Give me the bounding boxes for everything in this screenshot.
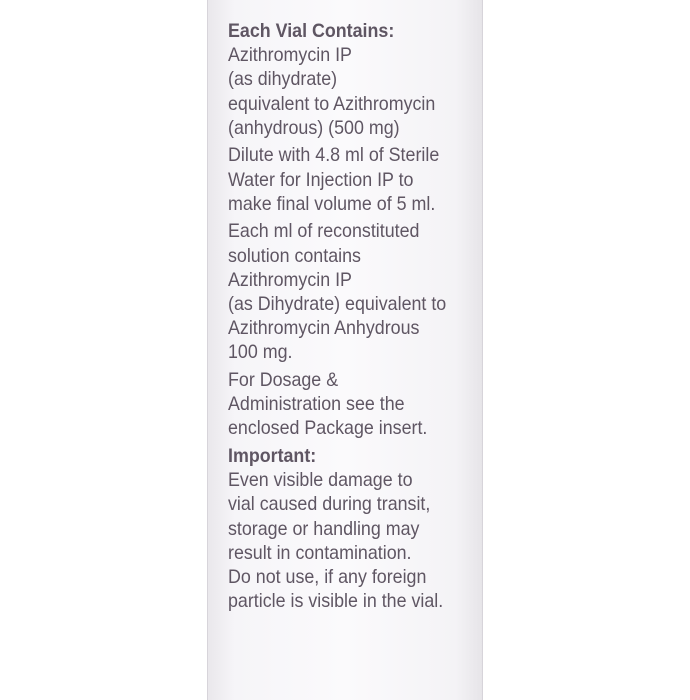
composition-line: (as dihydrate) <box>228 69 338 91</box>
warning-line: vial caused during transit, <box>228 494 431 516</box>
dosage-paragraph <box>228 369 461 442</box>
dilution-line: make final volume of 5 ml. <box>228 193 436 215</box>
label-text-block <box>228 20 461 618</box>
reconstituted-line: Azithromycin Anhydrous <box>228 318 420 340</box>
dosage-line: enclosed Package insert. <box>228 418 428 440</box>
warning-line: result in contamination. <box>228 542 412 564</box>
reconstituted-line: (as Dihydrate) equivalent to <box>228 294 447 316</box>
composition-line: equivalent to Azithromycin <box>228 93 436 115</box>
heading-important: Important: <box>228 446 317 468</box>
warning-line: Do not use, if any foreign <box>228 567 427 589</box>
dilution-line: Water for Injection IP to <box>228 169 414 191</box>
dilution-line: Dilute with 4.8 ml of Sterile <box>228 145 440 167</box>
dosage-line: For Dosage & <box>228 370 339 392</box>
reconstituted-line: Each ml of reconstituted <box>228 221 420 243</box>
composition-paragraph <box>228 44 461 141</box>
dosage-line: Administration see the <box>228 394 405 416</box>
composition-line: Azithromycin IP <box>228 45 352 67</box>
reconstituted-line: 100 mg. <box>228 342 293 364</box>
warning-paragraph <box>228 469 461 614</box>
warning-line: storage or handling may <box>228 518 420 540</box>
reconstituted-paragraph <box>228 220 461 365</box>
heading-each-vial-contains: Each Vial Contains: <box>228 21 395 42</box>
reconstituted-line: solution contains <box>228 245 361 267</box>
reconstituted-line: Azithromycin IP <box>228 269 352 291</box>
warning-line: particle is visible in the vial. <box>228 591 444 613</box>
dilution-paragraph <box>228 144 461 217</box>
composition-line: (anhydrous) (500 mg) <box>228 117 400 139</box>
warning-line: Even visible damage to <box>228 470 413 492</box>
